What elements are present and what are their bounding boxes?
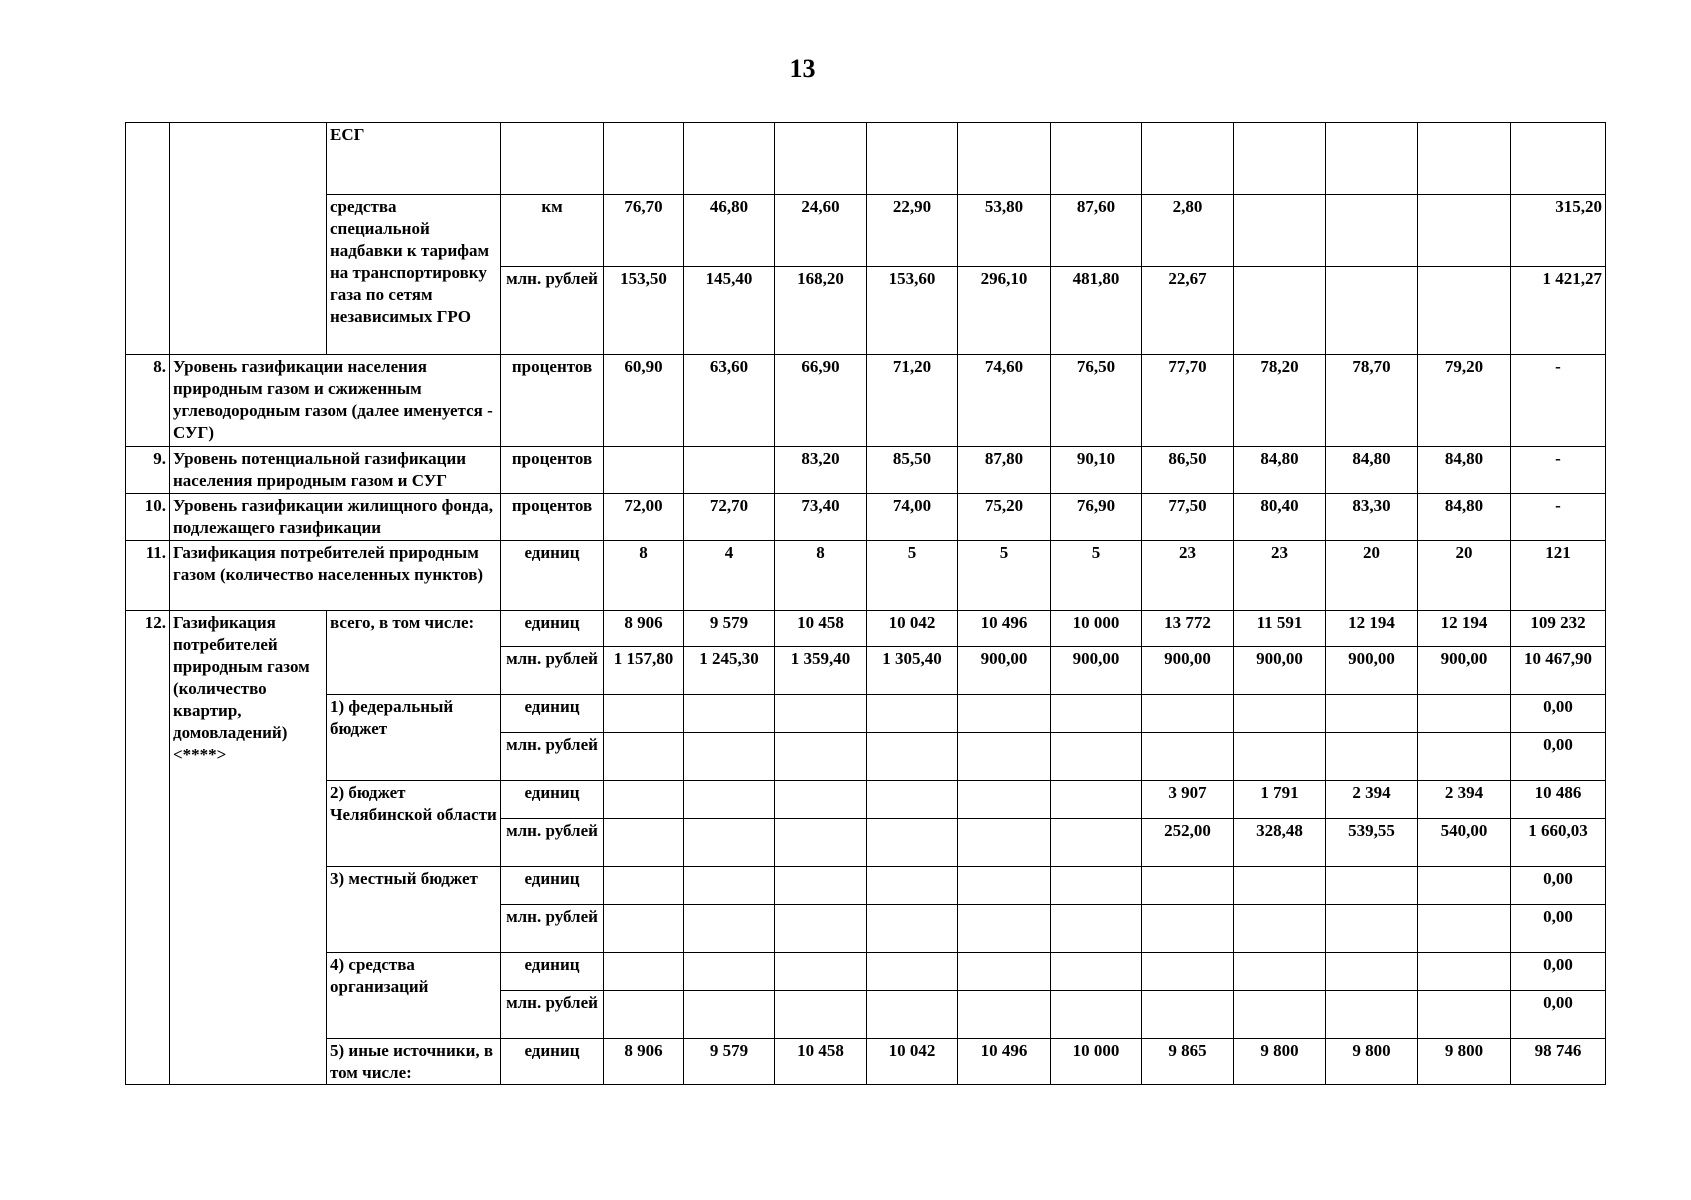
- value-cell: 86,50: [1142, 447, 1234, 494]
- value-cell: 1 305,40: [867, 647, 958, 695]
- unit-cell: единиц: [501, 1039, 604, 1085]
- value-cell: 8: [604, 541, 684, 611]
- value-cell: 80,40: [1234, 494, 1326, 541]
- value-cell: [1051, 733, 1142, 781]
- value-cell: [775, 733, 867, 781]
- unit-cell: млн. рублей: [501, 991, 604, 1039]
- value-cell: [775, 781, 867, 819]
- unit-cell: единиц: [501, 781, 604, 819]
- page-number: 13: [789, 54, 816, 83]
- value-cell: 8 906: [604, 611, 684, 647]
- value-cell: 10 042: [867, 1039, 958, 1085]
- value-cell: 153,60: [867, 267, 958, 355]
- value-cell: 900,00: [958, 647, 1051, 695]
- value-cell: [1142, 733, 1234, 781]
- value-cell: 5: [867, 541, 958, 611]
- unit-cell: процентов: [501, 494, 604, 541]
- unit-cell: процентов: [501, 355, 604, 447]
- value-cell: [775, 991, 867, 1039]
- value-cell: [1142, 867, 1234, 905]
- value-cell: [867, 819, 958, 867]
- unit-cell: млн. рублей: [501, 267, 604, 355]
- indicator-name: Уровень потенциальной газификации населения природным газом и СУГ: [170, 447, 501, 494]
- value-cell: 76,90: [1051, 494, 1142, 541]
- value-cell: [1051, 867, 1142, 905]
- value-cell: 8 906: [604, 1039, 684, 1085]
- value-cell: [775, 819, 867, 867]
- value-cell: 4: [684, 541, 775, 611]
- value-cell: 168,20: [775, 267, 867, 355]
- value-cell: 296,10: [958, 267, 1051, 355]
- value-cell: [684, 991, 775, 1039]
- value-cell: [1326, 695, 1418, 733]
- value-cell: 9 800: [1418, 1039, 1511, 1085]
- value-cell: 1 791: [1234, 781, 1326, 819]
- value-cell: [1051, 819, 1142, 867]
- value-cell: 900,00: [1051, 647, 1142, 695]
- total-cell: 0,00: [1511, 867, 1606, 905]
- value-cell: [604, 953, 684, 991]
- value-cell: [1326, 195, 1418, 267]
- value-cell: 9 800: [1326, 1039, 1418, 1085]
- total-cell: 0,00: [1511, 905, 1606, 953]
- value-cell: 72,00: [604, 494, 684, 541]
- value-cell: [958, 905, 1051, 953]
- value-cell: 83,30: [1326, 494, 1418, 541]
- value-cell: 53,80: [958, 195, 1051, 267]
- value-cell: 900,00: [1234, 647, 1326, 695]
- source-label: 5) иные источники, в том числе:: [327, 1039, 501, 1085]
- value-cell: [684, 733, 775, 781]
- source-label: всего, в том числе:: [327, 611, 501, 695]
- unit-cell: процентов: [501, 447, 604, 494]
- value-cell: 74,60: [958, 355, 1051, 447]
- unit-cell: единиц: [501, 953, 604, 991]
- value-cell: 74,00: [867, 494, 958, 541]
- value-cell: 90,10: [1051, 447, 1142, 494]
- value-cell: 252,00: [1142, 819, 1234, 867]
- row-spec-km: [126, 195, 1606, 267]
- value-cell: [1142, 905, 1234, 953]
- unit-cell: млн. рублей: [501, 647, 604, 695]
- value-cell: [604, 695, 684, 733]
- row-esg: [126, 123, 1606, 195]
- total-cell: 315,20: [1511, 195, 1606, 267]
- value-cell: 5: [958, 541, 1051, 611]
- value-cell: 84,80: [1326, 447, 1418, 494]
- value-cell: [1326, 991, 1418, 1039]
- value-cell: [867, 781, 958, 819]
- value-cell: 2 394: [1326, 781, 1418, 819]
- value-cell: 1 359,40: [775, 647, 867, 695]
- value-cell: [958, 733, 1051, 781]
- total-cell: 1 421,27: [1511, 267, 1606, 355]
- value-cell: [1234, 953, 1326, 991]
- value-cell: [1051, 953, 1142, 991]
- source-label: средства специальной надбавки к тарифам на транспортировку газа по сетям независимых ГРО: [327, 195, 501, 355]
- value-cell: 328,48: [1234, 819, 1326, 867]
- value-cell: 539,55: [1326, 819, 1418, 867]
- value-cell: 900,00: [1418, 647, 1511, 695]
- row-number: 10.: [126, 494, 170, 541]
- value-cell: 66,90: [775, 355, 867, 447]
- value-cell: 5: [1051, 541, 1142, 611]
- row-11: [126, 541, 1606, 611]
- value-cell: [775, 867, 867, 905]
- value-cell: 87,80: [958, 447, 1051, 494]
- num-cell: [126, 123, 170, 355]
- value-cell: [684, 781, 775, 819]
- value-cell: 77,70: [1142, 355, 1234, 447]
- value-cell: 3 907: [1142, 781, 1234, 819]
- value-cell: 72,70: [684, 494, 775, 541]
- value-cell: [1234, 905, 1326, 953]
- unit-cell: единиц: [501, 695, 604, 733]
- value-cell: 1 157,80: [604, 647, 684, 695]
- value-cell: 10 042: [867, 611, 958, 647]
- value-cell: 540,00: [1418, 819, 1511, 867]
- value-cell: 20: [1418, 541, 1511, 611]
- value-cell: 2 394: [1418, 781, 1511, 819]
- value-cell: 87,60: [1051, 195, 1142, 267]
- value-cell: [1051, 781, 1142, 819]
- source-label: 2) бюджет Челябинской области: [327, 781, 501, 867]
- indicator-name: Газификация потребителей природным газом (количество квартир, домовладений) <****>: [170, 611, 327, 1085]
- value-cell: 22,67: [1142, 267, 1234, 355]
- total-cell: 0,00: [1511, 733, 1606, 781]
- value-cell: [867, 905, 958, 953]
- value-cell: [1418, 953, 1511, 991]
- value-cell: 9 579: [684, 1039, 775, 1085]
- row-number: 11.: [126, 541, 170, 611]
- value-cell: [1234, 867, 1326, 905]
- total-cell: -: [1511, 447, 1606, 494]
- value-cell: 12 194: [1326, 611, 1418, 647]
- value-cell: 23: [1234, 541, 1326, 611]
- value-cell: 9 800: [1234, 1039, 1326, 1085]
- value-cell: [604, 819, 684, 867]
- source-label: ЕСГ: [327, 123, 501, 195]
- value-cell: 78,20: [1234, 355, 1326, 447]
- total-cell: 121: [1511, 541, 1606, 611]
- source-label: 3) местный бюджет: [327, 867, 501, 953]
- value-cell: [604, 781, 684, 819]
- value-cell: 481,80: [1051, 267, 1142, 355]
- value-cell: 84,80: [1234, 447, 1326, 494]
- value-cell: 84,80: [1418, 447, 1511, 494]
- value-cell: [684, 953, 775, 991]
- value-cell: [775, 695, 867, 733]
- value-cell: [684, 867, 775, 905]
- value-cell: [1418, 905, 1511, 953]
- value-cell: [867, 953, 958, 991]
- value-cell: [867, 695, 958, 733]
- unit-cell: единиц: [501, 867, 604, 905]
- value-cell: [958, 953, 1051, 991]
- value-cell: 78,70: [1326, 355, 1418, 447]
- value-cell: 10 458: [775, 1039, 867, 1085]
- total-cell: -: [1511, 355, 1606, 447]
- value-cell: 153,50: [604, 267, 684, 355]
- unit-cell: млн. рублей: [501, 819, 604, 867]
- value-cell: [1234, 991, 1326, 1039]
- value-cell: 63,60: [684, 355, 775, 447]
- value-cell: 9 579: [684, 611, 775, 647]
- value-cell: [1234, 267, 1326, 355]
- value-cell: 10 496: [958, 611, 1051, 647]
- value-cell: 83,20: [775, 447, 867, 494]
- value-cell: 10 000: [1051, 611, 1142, 647]
- row-12-other-units: [126, 1039, 1606, 1085]
- value-cell: [684, 695, 775, 733]
- value-cell: 10 000: [1051, 1039, 1142, 1085]
- value-cell: 9 865: [1142, 1039, 1234, 1085]
- row-9: [126, 447, 1606, 494]
- value-cell: [604, 733, 684, 781]
- value-cell: 77,50: [1142, 494, 1234, 541]
- row-number: 12.: [126, 611, 170, 1085]
- value-cell: [1234, 195, 1326, 267]
- value-cell: [604, 905, 684, 953]
- row-12-local-units: [126, 867, 1606, 905]
- value-cell: 900,00: [1326, 647, 1418, 695]
- value-cell: [1418, 195, 1511, 267]
- value-cell: 84,80: [1418, 494, 1511, 541]
- value-cell: 8: [775, 541, 867, 611]
- value-cell: 12 194: [1418, 611, 1511, 647]
- value-cell: [1142, 695, 1234, 733]
- row-number: 9.: [126, 447, 170, 494]
- total-cell: 98 746: [1511, 1039, 1606, 1085]
- value-cell: [604, 447, 684, 494]
- row-12-orgs-units: [126, 953, 1606, 991]
- program-indicators-table: [125, 122, 1606, 1085]
- value-cell: [775, 905, 867, 953]
- value-cell: 46,80: [684, 195, 775, 267]
- total-cell: 10 486: [1511, 781, 1606, 819]
- value-cell: [1418, 695, 1511, 733]
- value-cell: 75,20: [958, 494, 1051, 541]
- total-cell: 0,00: [1511, 695, 1606, 733]
- row-12-total-units: [126, 611, 1606, 647]
- value-cell: 76,70: [604, 195, 684, 267]
- total-cell: 109 232: [1511, 611, 1606, 647]
- value-cell: 24,60: [775, 195, 867, 267]
- indicator-name: Уровень газификации населения природным газом и сжиженным углеводородным газом (далее именуется - СУГ): [170, 355, 501, 447]
- value-cell: [1234, 733, 1326, 781]
- total-cell: -: [1511, 494, 1606, 541]
- value-cell: 23: [1142, 541, 1234, 611]
- value-cell: [775, 953, 867, 991]
- value-cell: [1326, 953, 1418, 991]
- value-cell: 13 772: [1142, 611, 1234, 647]
- value-cell: [684, 905, 775, 953]
- value-cell: [867, 867, 958, 905]
- unit-cell: млн. рублей: [501, 733, 604, 781]
- value-cell: [958, 695, 1051, 733]
- value-cell: 2,80: [1142, 195, 1234, 267]
- value-cell: [604, 991, 684, 1039]
- total-cell: 10 467,90: [1511, 647, 1606, 695]
- unit-cell: млн. рублей: [501, 905, 604, 953]
- source-label: 1) федеральный бюджет: [327, 695, 501, 781]
- value-cell: [867, 733, 958, 781]
- value-cell: [1051, 695, 1142, 733]
- value-cell: [1418, 267, 1511, 355]
- value-cell: 71,20: [867, 355, 958, 447]
- total-cell: 0,00: [1511, 991, 1606, 1039]
- unit-cell: единиц: [501, 611, 604, 647]
- value-cell: [867, 991, 958, 1039]
- value-cell: [958, 781, 1051, 819]
- indicator-name: Газификация потребителей природным газом (количество населенных пунктов): [170, 541, 501, 611]
- unit-cell: единиц: [501, 541, 604, 611]
- row-number: 8.: [126, 355, 170, 447]
- source-label: 4) средства организаций: [327, 953, 501, 1039]
- value-cell: 79,20: [1418, 355, 1511, 447]
- value-cell: 900,00: [1142, 647, 1234, 695]
- value-cell: [1326, 867, 1418, 905]
- value-cell: 60,90: [604, 355, 684, 447]
- value-cell: [1051, 905, 1142, 953]
- value-cell: [1418, 733, 1511, 781]
- value-cell: [1142, 953, 1234, 991]
- value-cell: 10 458: [775, 611, 867, 647]
- total-cell: 0,00: [1511, 953, 1606, 991]
- value-cell: [958, 819, 1051, 867]
- value-cell: 76,50: [1051, 355, 1142, 447]
- value-cell: [1418, 867, 1511, 905]
- value-cell: 20: [1326, 541, 1418, 611]
- value-cell: 11 591: [1234, 611, 1326, 647]
- row-8: [126, 355, 1606, 447]
- value-cell: [958, 867, 1051, 905]
- value-cell: 1 245,30: [684, 647, 775, 695]
- row-10: [126, 494, 1606, 541]
- name-cell: [170, 123, 327, 355]
- value-cell: 10 496: [958, 1039, 1051, 1085]
- value-cell: [1051, 991, 1142, 1039]
- value-cell: [1142, 991, 1234, 1039]
- value-cell: [684, 447, 775, 494]
- value-cell: [1326, 905, 1418, 953]
- value-cell: 85,50: [867, 447, 958, 494]
- value-cell: 22,90: [867, 195, 958, 267]
- indicator-name: Уровень газификации жилищного фонда, подлежащего газификации: [170, 494, 501, 541]
- row-12-federal-units: [126, 695, 1606, 733]
- value-cell: [684, 819, 775, 867]
- value-cell: [1326, 267, 1418, 355]
- total-cell: 1 660,03: [1511, 819, 1606, 867]
- value-cell: [1234, 695, 1326, 733]
- value-cell: 73,40: [775, 494, 867, 541]
- value-cell: [1418, 991, 1511, 1039]
- value-cell: 145,40: [684, 267, 775, 355]
- unit-cell: км: [501, 195, 604, 267]
- value-cell: [604, 867, 684, 905]
- value-cell: [958, 991, 1051, 1039]
- value-cell: [1326, 733, 1418, 781]
- row-12-regional-units: [126, 781, 1606, 819]
